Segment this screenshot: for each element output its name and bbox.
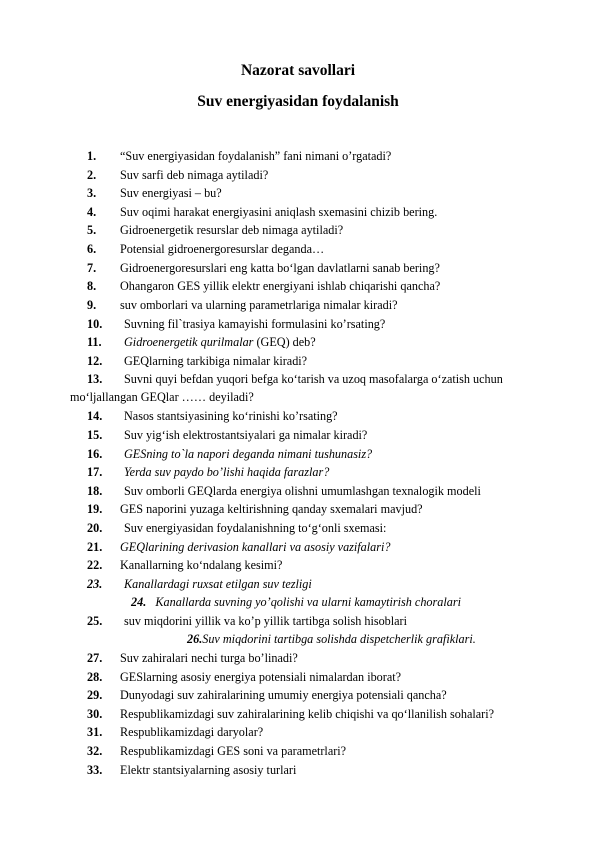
- question-number: 20.: [87, 521, 103, 535]
- question-number: 32.: [87, 744, 103, 758]
- question-number: 26.: [187, 632, 203, 646]
- question-text: Elektr stantsiyalarning asosiy turlari: [120, 763, 297, 777]
- question-text: Yerda suv paydo bo’lishi haqida farazlar?: [124, 465, 330, 479]
- question-text: Suv energiyasi – bu?: [120, 186, 222, 200]
- question-number: 29.: [87, 688, 103, 702]
- question-text: GESlarning asosiy energiya potensiali nimalardan iborat?: [120, 670, 402, 684]
- question-text: GEQlarining derivasion kanallari va asosiy vazifalari?: [120, 540, 391, 554]
- question-text: Kanallardagi ruxsat etilgan suv tezligi: [124, 577, 312, 591]
- question-number: 31.: [87, 725, 103, 739]
- question-number: 24.: [131, 595, 147, 609]
- question-number: 11.: [87, 335, 102, 349]
- question-number: 28.: [87, 670, 103, 684]
- question-item: [187, 632, 476, 647]
- question-text: Suv zahiralari nechi turga bo’linadi?: [120, 651, 298, 665]
- question-text: Respublikamizdagi suv zahiralarining kelib chiqishi va qo‘llanilish sohalari?: [120, 707, 494, 721]
- question-text: Kanallarning ko‘ndalang kesimi?: [120, 558, 283, 572]
- question-number: 18.: [87, 484, 103, 498]
- question-text: Ohangaron GES yillik elektr energiyani ishlab chiqarishi qancha?: [120, 279, 441, 293]
- question-text: Suv yig‘ish elektrostantsiyalari ga nimalar kiradi?: [124, 428, 368, 442]
- question-text: suv miqdorini yillik va ko’p yillik tartibga solish hisoblari: [124, 614, 408, 628]
- question-text: Gidroenergetik resurslar deb nimaga aytiladi?: [120, 223, 344, 237]
- question-continuation: mo‘ljallangan GEQlar …… deyiladi?: [70, 390, 254, 404]
- question-number: 9.: [87, 298, 97, 312]
- question-text: “Suv energiyasidan foydalanish” fani nimani o’rgatadi?: [120, 149, 392, 163]
- question-number: 13.: [87, 372, 103, 386]
- question-text: GEQlarning tarkibiga nimalar kiradi?: [124, 354, 308, 368]
- question-item: [131, 595, 461, 610]
- question-number: 23.: [87, 577, 103, 591]
- question-number: 4.: [87, 205, 97, 219]
- question-text: Suv miqdorini tartibga solishda dispetcherlik grafiklari.: [202, 632, 476, 646]
- question-text: suv omborlari va ularning parametrlariga nimalar kiradi?: [120, 298, 398, 312]
- question-number: 5.: [87, 223, 97, 237]
- question-text: Potensial gidroenergoresurslar deganda…: [120, 242, 325, 256]
- question-number: 7.: [87, 261, 97, 275]
- question-number: 22.: [87, 558, 103, 572]
- question-number: 27.: [87, 651, 103, 665]
- question-number: 2.: [87, 168, 97, 182]
- page-title: Nazorat savollari: [240, 62, 356, 79]
- question-text: Suv energiyasidan foydalanishning to‘g‘onli sxemasi:: [124, 521, 387, 535]
- question-number: 19.: [87, 502, 103, 516]
- question-text: Suvni quyi befdan yuqori befga ko‘tarish va uzoq masofalarga o‘zatish uchun: [124, 372, 503, 386]
- question-number: 3.: [87, 186, 97, 200]
- question-text: Respublikamizdagi GES soni va parametrlari?: [120, 744, 347, 758]
- question-text: Dunyodagi suv zahiralarining umumiy energiya potensiali qancha?: [120, 688, 447, 702]
- question-number: 10.: [87, 317, 103, 331]
- question-number: 17.: [87, 465, 103, 479]
- question-text: Suvning fil`trasiya kamayishi formulasini ko’rsating?: [124, 317, 386, 331]
- question-text-italic: Gidroenergetik qurilmalar: [124, 335, 254, 349]
- question-number: 8.: [87, 279, 97, 293]
- question-text-rest: (GEQ) deb?: [253, 335, 316, 349]
- question-number: 16.: [87, 447, 103, 461]
- question-number: 14.: [87, 409, 103, 423]
- question-text: GESning to`la napori deganda nimani tushunasiz?: [124, 447, 373, 461]
- question-number: 12.: [87, 354, 103, 368]
- question-text: Nasos stantsiyasining ko‘rinishi ko’rsating?: [124, 409, 338, 423]
- question-text: Suv omborli GEQlarda energiya olishni umumlashgan texnalogik modeli: [124, 484, 481, 498]
- page-subtitle: Suv energiyasidan foydalanish: [197, 93, 399, 110]
- question-text: Suv sarfi deb nimaga aytiladi?: [120, 168, 269, 182]
- question-text: Respublikamizdagi daryolar?: [120, 725, 264, 739]
- question-number: 15.: [87, 428, 103, 442]
- question-text: Kanallarda suvning yo’qolishi va ularni kamaytirish choralari: [155, 595, 461, 609]
- question-text: Suv oqimi harakat energiyasini aniqlash sxemasini chizib bering.: [120, 205, 438, 219]
- question-text: [124, 335, 316, 350]
- question-text: GES naporini yuzaga keltirishning qanday sxemalari mavjud?: [120, 502, 423, 516]
- question-number: 21.: [87, 540, 103, 554]
- question-number: 33.: [87, 763, 103, 777]
- question-number: 6.: [87, 242, 97, 256]
- question-number: 30.: [87, 707, 103, 721]
- question-text: Gidroenergoresurslari eng katta bo‘lgan davlatlarni sanab bering?: [120, 261, 440, 275]
- question-number: 1.: [87, 149, 97, 163]
- question-number: 25.: [87, 614, 103, 628]
